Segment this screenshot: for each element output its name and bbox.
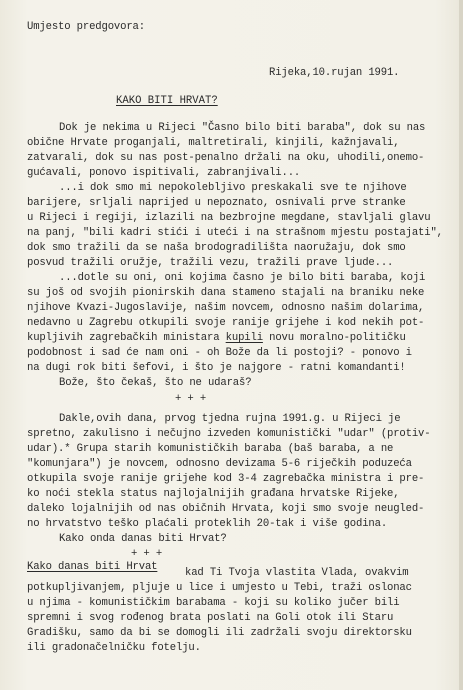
section-separator: + + +	[131, 548, 163, 560]
text-line: dok smo tražili da se naša brodogradilišta naoružaju, dok smo	[27, 242, 406, 254]
question-line: Bože, što čekaš, što ne udaraš?	[59, 377, 252, 389]
text-line: Gradišku, samo da bi se domogli ili zadržali svoju direktorsku	[27, 627, 412, 639]
text-line: spretno, zakulisno i nečujno izveden komunistički "udar" (protiv-	[27, 428, 431, 440]
subheading: Kako danas biti Hrvat	[27, 561, 158, 573]
text-line: barijere, srljali naprijed u nepoznato, osnivali prve stranke	[27, 197, 406, 209]
text-line: nedavno u Zagrebu otkupili svoje ranije grijehe i kod nekih pot-	[27, 317, 425, 329]
text-line: Dakle,ovih dana, prvog tjedna rujna 1991.g. u Rijeci je	[59, 413, 401, 425]
text-line: posvud tražili oružje, tražili vezu, tražili prave ljude...	[27, 257, 394, 269]
text-line: na panj, "bili kadri stići i uteći i na strašnom mjestu postajati",	[27, 227, 443, 239]
text-segment: novu moralno-političku	[262, 332, 406, 344]
dateline: Rijeka,10.rujan 1991.	[269, 67, 400, 79]
text-line: ...dotle su oni, oni kojima časno je bilo biti baraba, koji	[59, 272, 426, 284]
text-line: Dok je nekima u Rijeci "Časno bilo biti baraba", dok su nas	[59, 122, 426, 134]
page-edge	[459, 0, 463, 690]
text-line: obične Hrvate proganjali, maltretirali, kinjili, kažnjavali,	[27, 137, 400, 149]
text-line: ko noći stekla status najlojalnijih građana hrvatske Rijeke,	[27, 488, 400, 500]
text-line: gućavali, ponovo ispitivali, zabranjivali...	[27, 167, 301, 179]
text-line: udar).* Grupa starih komunističkih baraba (baš baraba, a ne	[27, 443, 394, 455]
text-line: ili gradonačelničku fotelju.	[27, 642, 201, 654]
text-line	[27, 331, 406, 346]
text-line: podobnost i sad će nam oni - oh Bože da li postoji? - ponovo i	[27, 347, 412, 359]
text-line: njihove Kvazi-Jugoslavije, našim novcem, odnosno našim dolarima,	[27, 302, 425, 314]
text-segment: kupljivih zagrebačkih ministara	[27, 332, 220, 344]
text-line: "komunjara") je novcem, odnosno devizama 5-6 riječkih poduzeća	[27, 458, 412, 470]
section-separator: + + +	[175, 393, 207, 405]
text-line: zatvarali, dok su nas post-penalno držali na oku, uhodili,onemo-	[27, 152, 425, 164]
text-line: ...i dok smo mi nepokolebljivo preskakali sve te njihove	[59, 182, 407, 194]
text-line: su još od svojih pionirskih dana stameno stajali na braniku neke	[27, 287, 425, 299]
underlined-word: kupili	[225, 332, 263, 344]
text-line: otkupila svoje ranije grijehe kod 3-4 zagrebačka ministra i pre-	[27, 473, 425, 485]
document-title: KAKO BITI HRVAT?	[116, 95, 218, 107]
text-line: kad Ti Tvoja vlastita Vlada, ovakvim	[185, 567, 409, 579]
text-line: na dugi rok biti šefovi, i što je najgore - ratni komandanti!	[27, 362, 406, 374]
question-line: Kako onda danas biti Hrvat?	[59, 533, 227, 545]
text-line: spremni i svog rođenog brata poslati na Goli otok ili Staru	[27, 612, 394, 624]
intro-label: Umjesto predgovora:	[27, 21, 145, 33]
text-line: u Rijeci i regiji, izlazili na bezbrojne megdane, stavljali glavu	[27, 212, 431, 224]
text-line: u njima - komunističkim barabama - koji su koliko jučer bili	[27, 597, 400, 609]
text-line: daleko lojalnijih od nas običnih Hrvata, koji smo svoje neugled-	[27, 503, 425, 515]
text-line: potkupljivanjem, pljuje u lice i umjesto u Tebi, traži oslonac	[27, 582, 412, 594]
text-line: no hrvatstvo teško plaćali proteklih 20-tak i više godina.	[27, 518, 388, 530]
